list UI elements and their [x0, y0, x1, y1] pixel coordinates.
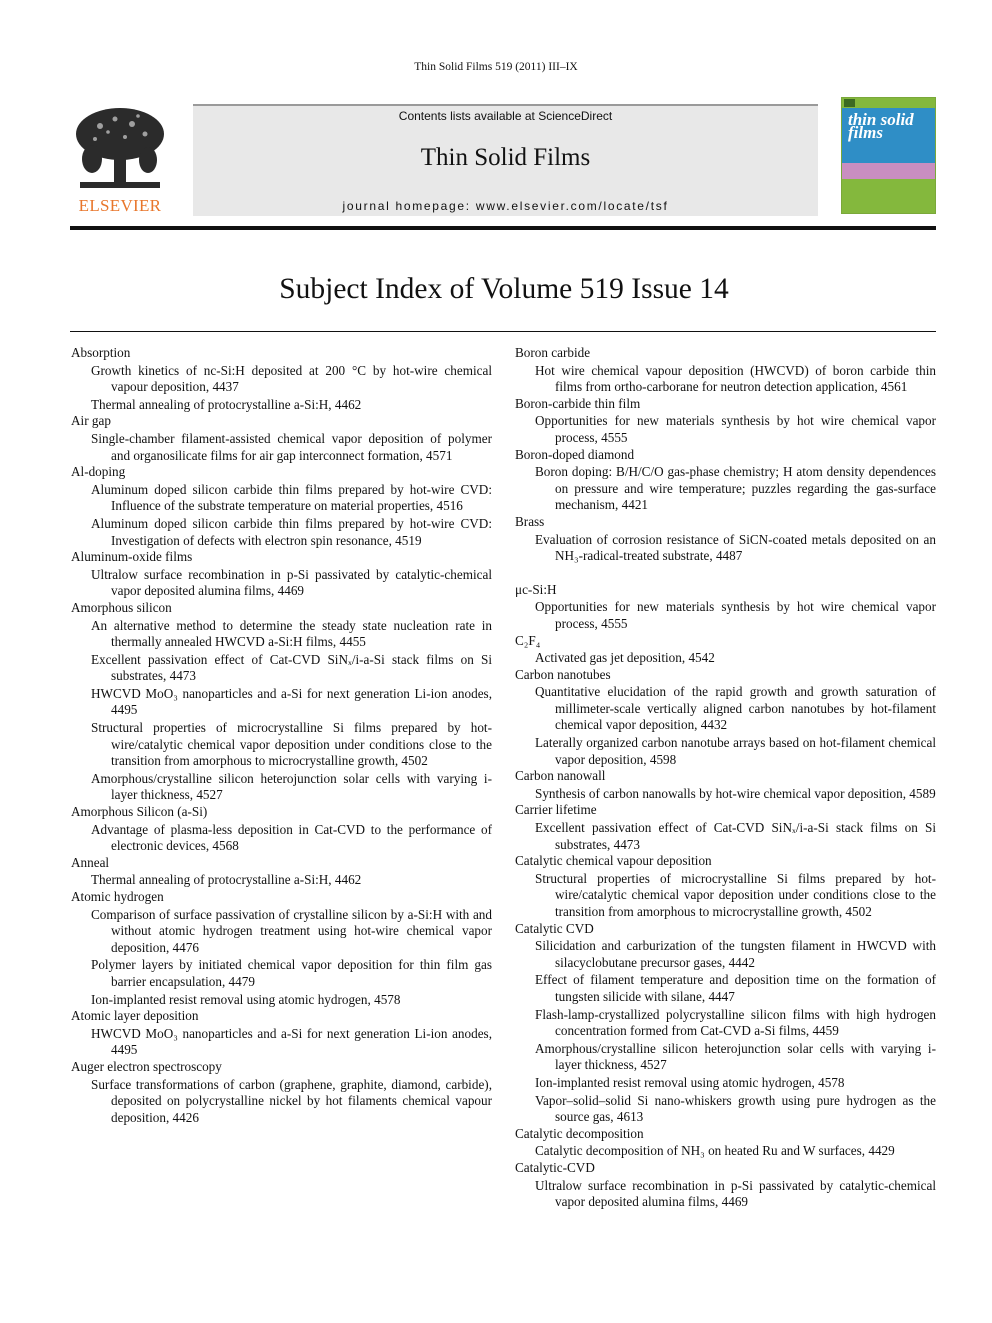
cover-title: thin solid films	[848, 110, 914, 142]
index-entry: Ion-implanted resist removal using atomic hydrogen, 4578	[535, 1074, 845, 1090]
journal-cover	[841, 97, 936, 214]
index-entry: Ultralow surface recombination in p-Si passivated by catalytic-chemical vapor deposited alumina films, 4469	[91, 566, 492, 599]
index-entry: Amorphous/crystalline silicon heterojunction solar cells with varying i-layer thickness, 4527	[91, 770, 492, 803]
index-column-right	[515, 345, 936, 1211]
group-spacer	[515, 565, 936, 582]
cover-corner	[844, 99, 855, 107]
index-entry: Ion-implanted resist removal using atomic hydrogen, 4578	[91, 991, 401, 1007]
page-title: Subject Index of Volume 519 Issue 14	[279, 273, 729, 305]
index-entry: Opportunities for new materials synthesis by hot wire chemical vapor process, 4555	[535, 599, 936, 631]
index-entry: Silicidation and carburization of the tungsten filament in HWCVD with silacyclobutane precursor gases, 4442	[535, 938, 936, 970]
index-entry: Vapor–solid–solid Si nano-whiskers growth using pure hydrogen as the source gas, 4613	[535, 1092, 936, 1125]
index-entry: Excellent passivation effect of Cat-CVD SiNₓ/i-a-Si stack films on Si substrates, 4473	[535, 820, 936, 852]
index-entry: Thermal annealing of protocrystalline a-Si:H, 4462	[91, 872, 362, 888]
index-term: Absorption	[71, 345, 131, 360]
index-entry: Amorphous/crystalline silicon heterojunction solar cells with varying i-layer thickness, 4527	[535, 1040, 936, 1073]
index-entry: Flash-lamp-crystallized polycrystalline silicon films with high hydrogen concentration formed from Cat-CVD a-Si films, 4459	[535, 1006, 936, 1039]
index-entry: HWCVD MoO₃ nanoparticles and a-Si for next generation Li-ion anodes, 4495	[91, 685, 492, 718]
journal-name: Thin Solid Films	[420, 144, 591, 171]
index-term: Aluminum-oxide films	[71, 549, 193, 565]
header-rule	[70, 226, 936, 230]
index-term: Amorphous Silicon (a-Si)	[71, 804, 208, 820]
index-entry: Catalytic decomposition of NH₃ on heated Ru and W surfaces, 4429	[535, 1143, 895, 1159]
index-entry: Structural properties of microcrystalline Si films prepared by hot-wire/catalytic chemical vapor deposition under conditions close to the transition from amorphous to microcrystalline growth, 4502	[91, 720, 492, 769]
index-term: Catalytic decomposition	[515, 1125, 644, 1141]
index-entry: Thermal annealing of protocrystalline a-Si:H, 4462	[91, 396, 362, 412]
index-entry: Growth kinetics of nc-Si:H deposited at 200 °C by hot-wire chemical vapour deposition, 4437	[91, 362, 492, 395]
index-entry: Evaluation of corrosion resistance of SiCN-coated metals deposited on an NH₃-radical-treated substrate, 4487	[535, 531, 936, 564]
index-term: Carbon nanowall	[515, 768, 606, 784]
index-term: Boron carbide	[515, 345, 591, 360]
index-term: μc-Si:H	[515, 581, 557, 597]
index-entry: Synthesis of carbon nanowalls by hot-wire chemical vapor deposition, 4589	[535, 785, 936, 801]
index-entry: Comparison of surface passivation of crystalline silicon by a-Si:H with and without atomic hydrogen treatment using hot-wire chemical vapor deposition, 4476	[91, 906, 492, 955]
index-entry: HWCVD MoO₃ nanoparticles and a-Si for next generation Li-ion anodes, 4495	[91, 1025, 492, 1058]
cover-pink-band	[842, 163, 935, 179]
index-term: Al-doping	[71, 464, 126, 480]
contents-line: Contents lists available at ScienceDirect	[398, 109, 613, 123]
tree-icon	[70, 104, 170, 196]
index-term: Brass	[515, 513, 545, 529]
journal-banner	[193, 104, 818, 216]
index-entry: Structural properties of microcrystalline Si films prepared by hot-wire/catalytic chemical vapor deposition under conditions close to the transition from amorphous to microcrystalline growth, 4502	[535, 870, 936, 919]
running-head: Thin Solid Films 519 (2011) III–IX	[414, 61, 578, 73]
index-term: Catalytic CVD	[515, 920, 594, 936]
index-term: Auger electron spectroscopy	[71, 1058, 222, 1074]
index-entry: Quantitative elucidation of the rapid growth and growth saturation of millimeter-scale vertically aligned carbon nanotubes by hot-filament chemical vapor deposition, 4432	[535, 684, 936, 733]
index-term: Carbon nanotubes	[515, 666, 611, 682]
index-entry: Aluminum doped silicon carbide thin films prepared by hot-wire CVD: Influence of the substrate temperature on material properties, 4516	[91, 481, 492, 514]
publisher-name: ELSEVIER	[78, 196, 162, 215]
index-entry: Boron doping: B/H/C/O gas-phase chemistry; H atom density dependences on pressure and wire temperature; puzzles regarding the gas-surface mechanism, 4421	[535, 464, 936, 513]
index-entry: Effect of filament temperature and deposition time on the formation of tungsten silicide with silane, 4447	[535, 972, 936, 1004]
index-entry: Single-chamber filament-assisted chemical vapor deposition of polymer and organosilicate films for air gap interconnect formation, 4571	[91, 430, 492, 463]
index-term: Catalytic-CVD	[515, 1159, 595, 1175]
index-entry: Opportunities for new materials synthesis by hot wire chemical vapor process, 4555	[535, 413, 936, 445]
index-term: Anneal	[71, 854, 110, 870]
index-term: C₂F₄	[515, 632, 541, 648]
index-entry: Hot wire chemical vapour deposition (HWCVD) of boron carbide thin films from ortho-carborane for neutron detection application, 4561	[535, 362, 936, 395]
index-entry: Aluminum doped silicon carbide thin films prepared by hot-wire CVD: Investigation of defects with electron spin resonance, 4519	[91, 515, 492, 548]
journal-homepage[interactable]: journal homepage: www.elsevier.com/locate/tsf	[342, 199, 669, 213]
title-rule	[70, 331, 936, 332]
index-entry: An alternative method to determine the steady state nucleation rate in thermally annealed HWCVD a-Si:H films, 4455	[91, 617, 492, 650]
index-term: Carrier lifetime	[515, 802, 597, 818]
index-term: Amorphous silicon	[71, 599, 172, 615]
index-term: Air gap	[71, 413, 111, 429]
index-term: Atomic hydrogen	[71, 889, 164, 904]
elsevier-logo	[70, 104, 170, 216]
index-term: Atomic layer deposition	[71, 1008, 199, 1024]
index-entry: Surface transformations of carbon (graphene, graphite, diamond, carbide), deposited on polycrystalline nickel by hot filaments chemical vapour deposition, 4426	[91, 1076, 492, 1125]
index-entry: Laterally organized carbon nanotube arrays based on hot-filament chemical vapor deposition, 4598	[535, 735, 936, 767]
index-entry: Advantage of plasma-less deposition in Cat-CVD to the performance of electronic devices, 4568	[91, 821, 492, 854]
index-term: Boron-carbide thin film	[515, 395, 641, 411]
index-entry: Activated gas jet deposition, 4542	[535, 650, 715, 666]
index-column-left	[71, 345, 492, 1126]
index-entry: Excellent passivation effect of Cat-CVD SiNₓ/i-a-Si stack films on Si substrates, 4473	[91, 651, 492, 684]
index-term: Boron-doped diamond	[515, 446, 635, 462]
index-entry: Polymer layers by initiated chemical vapor deposition for thin film gas barrier encapsulation, 4479	[91, 957, 492, 989]
index-term: Catalytic chemical vapour deposition	[515, 853, 712, 869]
index-entry: Ultralow surface recombination in p-Si passivated by catalytic-chemical vapor deposited alumina films, 4469	[535, 1177, 936, 1210]
